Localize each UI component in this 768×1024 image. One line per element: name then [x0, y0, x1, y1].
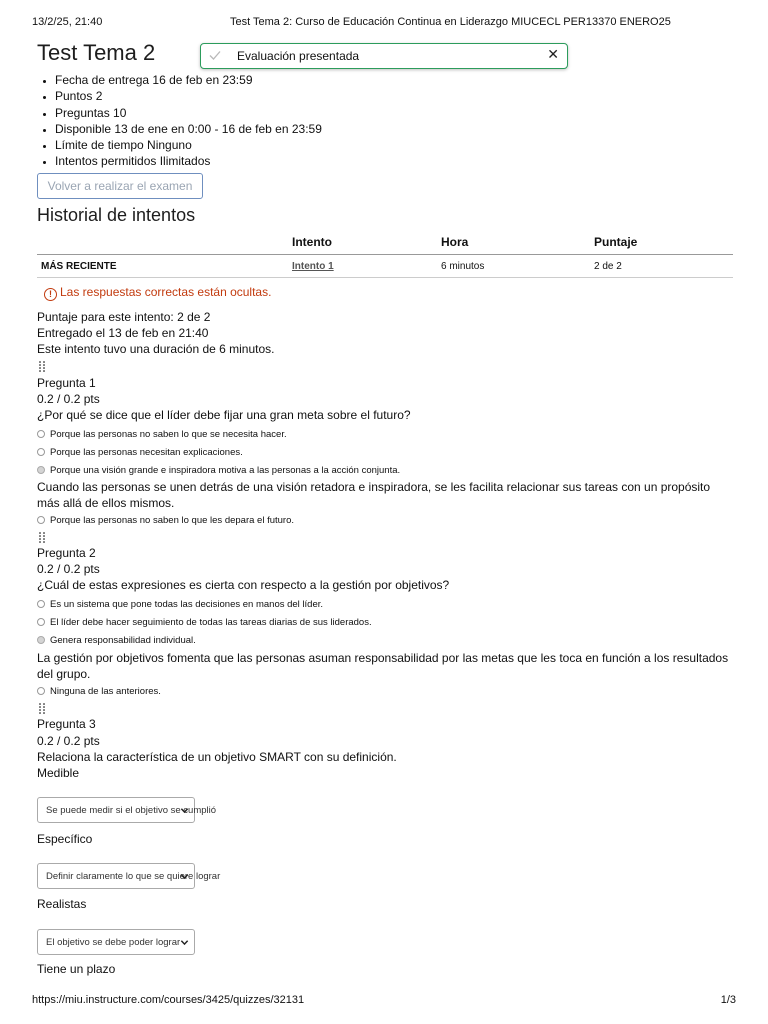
question-title: Pregunta 2 [37, 546, 96, 560]
radio-button[interactable] [37, 618, 45, 626]
answer-option[interactable] [37, 429, 287, 440]
warning-icon: ! [44, 288, 57, 301]
detail-time-limit: • Límite de tiempo Ninguno [55, 137, 322, 153]
check-icon [207, 47, 223, 63]
submission-toast [200, 43, 568, 69]
answer-option[interactable] [37, 599, 323, 610]
detail-attempts: • Intentos permitidos Ilimitados [55, 153, 322, 169]
print-page-number: 1/3 [720, 994, 736, 1006]
toast-close-button[interactable]: ✕ [547, 47, 559, 63]
print-date: 13/2/25, 21:40 [32, 16, 103, 28]
answer-option-selected[interactable] [37, 465, 400, 476]
question-points: 0.2 / 0.2 pts [37, 392, 100, 406]
radio-button[interactable] [37, 687, 45, 695]
select-value: Definir claramente lo que se quiere lograr [46, 871, 221, 882]
match-select-measurable[interactable] [37, 797, 217, 823]
drag-handle-icon[interactable] [38, 360, 46, 372]
answer-label: Genera responsabilidad individual. [50, 635, 196, 646]
answer-label: Porque las personas no saben lo que se necesita hacer. [50, 429, 287, 440]
question-points: 0.2 / 0.2 pts [37, 562, 100, 576]
print-doc-title: Test Tema 2: Curso de Educación Continua en Liderazgo MIUCECL PER13370 ENERO25 [230, 16, 671, 28]
detail-questions: • Preguntas 10 [55, 105, 322, 121]
attempt-score-summary: Puntaje para este intento: 2 de 2 [37, 310, 211, 324]
attempt-history-table [37, 230, 733, 278]
header-empty [37, 230, 292, 255]
question-title: Pregunta 1 [37, 376, 96, 390]
match-label-time-bound: Tiene un plazo [37, 962, 116, 976]
attempt-time: 6 minutos [441, 255, 594, 278]
answer-label: El líder debe hacer seguimiento de todas las tareas diarias de sus liderados. [50, 617, 372, 628]
quiz-title: Test Tema 2 [37, 40, 156, 65]
radio-button[interactable] [37, 430, 45, 438]
chevron-down-icon [180, 806, 189, 815]
answer-label: Porque las personas no saben lo que les depara el futuro. [50, 515, 294, 526]
match-label-measurable: Medible [37, 766, 80, 780]
radio-button-selected[interactable] [37, 466, 45, 474]
answer-label: Porque una visión grande e inspiradora motiva a las personas a la acción conjunta. [50, 465, 401, 476]
answer-label: Ninguna de las anteriores. [50, 686, 161, 697]
answer-feedback: La gestión por objetivos fomenta que las personas asuman responsabilidad por las metas que les toca en función a los resultados del grupo. [37, 651, 729, 681]
answer-option[interactable] [37, 617, 372, 628]
notice-text: Las respuestas correctas están ocultas. [60, 285, 272, 299]
answer-option[interactable] [37, 515, 294, 526]
attempt-link[interactable]: Intento 1 [292, 260, 334, 272]
attempt-score: 2 de 2 [594, 255, 733, 278]
detail-due-date: • Fecha de entrega 16 de feb en 23:59 [55, 72, 322, 88]
hidden-answers-notice [44, 285, 271, 301]
radio-button-selected[interactable] [37, 636, 45, 644]
answer-label: Porque las personas necesitan explicaciones. [50, 447, 243, 458]
quiz-details-list [37, 72, 322, 170]
answer-option[interactable] [37, 686, 161, 697]
print-footer [32, 994, 736, 1008]
drag-handle-icon[interactable] [38, 531, 46, 543]
history-title: Historial de intentos [37, 205, 196, 225]
match-select-specific[interactable] [37, 863, 221, 889]
match-label-realistic: Realistas [37, 897, 87, 911]
header-attempt: Intento [292, 230, 441, 255]
match-label-specific: Específico [37, 832, 93, 846]
header-time: Hora [441, 230, 594, 255]
question-prompt: ¿Por qué se dice que el líder debe fijar una gran meta sobre el futuro? [37, 408, 411, 422]
question-prompt: Relaciona la característica de un objetivo SMART con su definición. [37, 750, 397, 764]
header-score: Puntaje [594, 230, 733, 255]
detail-points: • Puntos 2 [55, 88, 322, 104]
answer-feedback: Cuando las personas se unen detrás de una visión retadora e inspiradora, se les facilita relacionar sus tareas con un propósito más allá de ellos mismos. [37, 480, 711, 510]
attempt-duration: Este intento tuvo una duración de 6 minutos. [37, 342, 275, 356]
radio-button[interactable] [37, 600, 45, 608]
drag-handle-icon[interactable] [38, 702, 46, 714]
question-title: Pregunta 3 [37, 717, 96, 731]
radio-button[interactable] [37, 448, 45, 456]
print-url: https://miu.instructure.com/courses/3425/quizzes/32131 [32, 994, 305, 1006]
table-header-row [37, 230, 733, 255]
match-select-realistic[interactable] [37, 929, 195, 955]
question-prompt: ¿Cuál de estas expresiones es cierta con respecto a la gestión por objetivos? [37, 578, 450, 592]
answer-option-selected[interactable] [37, 635, 196, 646]
chevron-down-icon [180, 872, 189, 881]
retake-quiz-button[interactable]: Volver a realizar el examen [37, 173, 203, 199]
chevron-down-icon [180, 938, 189, 947]
toast-message: Evaluación presentada [237, 49, 360, 63]
table-row [37, 255, 733, 278]
select-value: El objetivo se debe poder lograr [46, 937, 181, 948]
answer-option[interactable] [37, 447, 243, 458]
select-value: Se puede medir si el objetivo se cumplió [46, 805, 217, 816]
print-header [32, 16, 736, 30]
radio-button[interactable] [37, 516, 45, 524]
answer-label: Es un sistema que pone todas las decisiones en manos del líder. [50, 599, 324, 610]
latest-label: MÁS RECIENTE [37, 255, 292, 278]
detail-available: • Disponible 13 de ene en 0:00 - 16 de feb en 23:59 [55, 121, 322, 137]
attempt-submitted: Entregado el 13 de feb en 21:40 [37, 326, 209, 340]
question-points: 0.2 / 0.2 pts [37, 734, 100, 748]
